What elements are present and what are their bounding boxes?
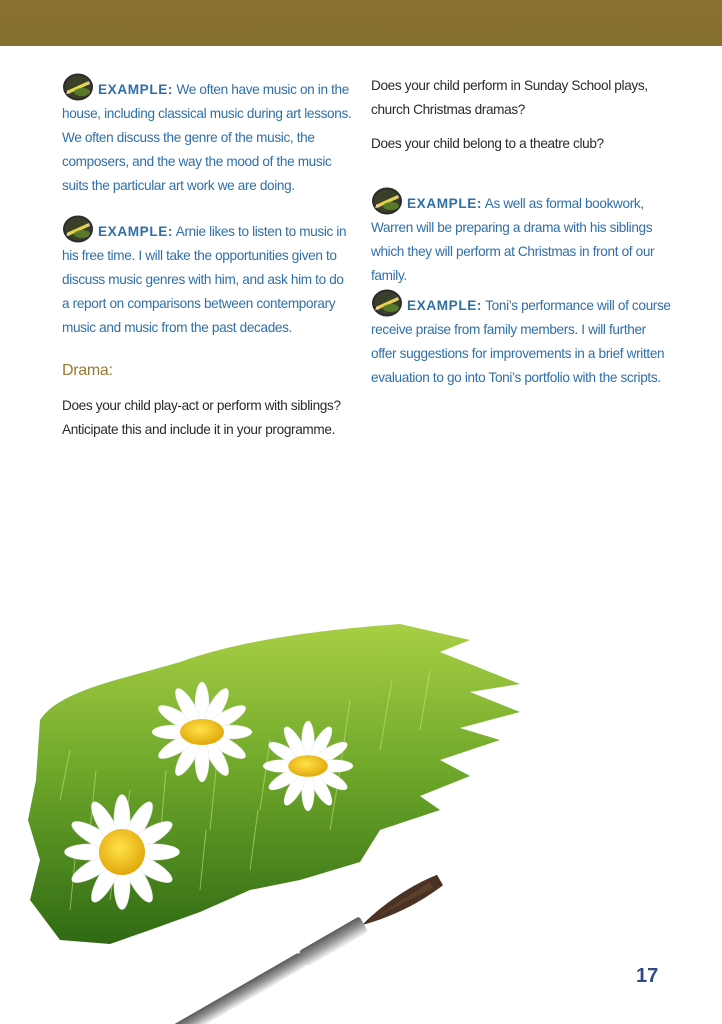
example-text: We often have music on in the house, including classical music during art lessons. We often discuss the genre of the music, the composers, and the way the mood of the music suits the particular art work we are doing. [62, 82, 352, 193]
pencil-badge-icon [62, 214, 95, 244]
example-block-arnie [62, 214, 352, 340]
example-label: EXAMPLE: [407, 196, 483, 211]
left-column [62, 72, 352, 442]
example-text: Arnie likes to listen to music in his free time. I will take the opportunities given to discuss music genres with him, and ask him to do a report on comparisons between contemporary music and music from the past decades. [62, 224, 347, 335]
pencil-badge-icon [62, 72, 95, 102]
header-band [0, 0, 722, 46]
example-text: Toni’s performance will of course receive praise from family members. I will further offer suggestions for improvements in a brief written evaluation to go into Toni’s portfolio with the scripts. [371, 298, 671, 385]
example-block-music-home [62, 72, 352, 198]
example-label: EXAMPLE: [98, 82, 174, 97]
question-sunday-school: Does your child perform in Sunday School plays, church Christmas dramas? [371, 78, 648, 117]
question-theatre-club: Does your child belong to a theatre club? [371, 136, 604, 151]
pencil-badge-icon [371, 186, 404, 216]
pencil-badge-icon [371, 288, 404, 318]
right-column [371, 74, 671, 390]
example-block-toni [371, 288, 671, 390]
page-number: 17 [636, 965, 659, 987]
example-label: EXAMPLE: [407, 298, 483, 313]
example-block-warren [371, 186, 671, 288]
drama-paragraph: Does your child play-act or perform with siblings? Anticipate this and include it in your programme. [62, 398, 341, 437]
drama-heading: Drama: [62, 362, 113, 379]
example-text: As well as formal bookwork, Warren will be preparing a drama with his siblings which they will perform at Christmas in front of our family. [371, 196, 655, 283]
example-label: EXAMPLE: [98, 224, 174, 239]
daisies-paintbrush-illustration [0, 600, 722, 1024]
